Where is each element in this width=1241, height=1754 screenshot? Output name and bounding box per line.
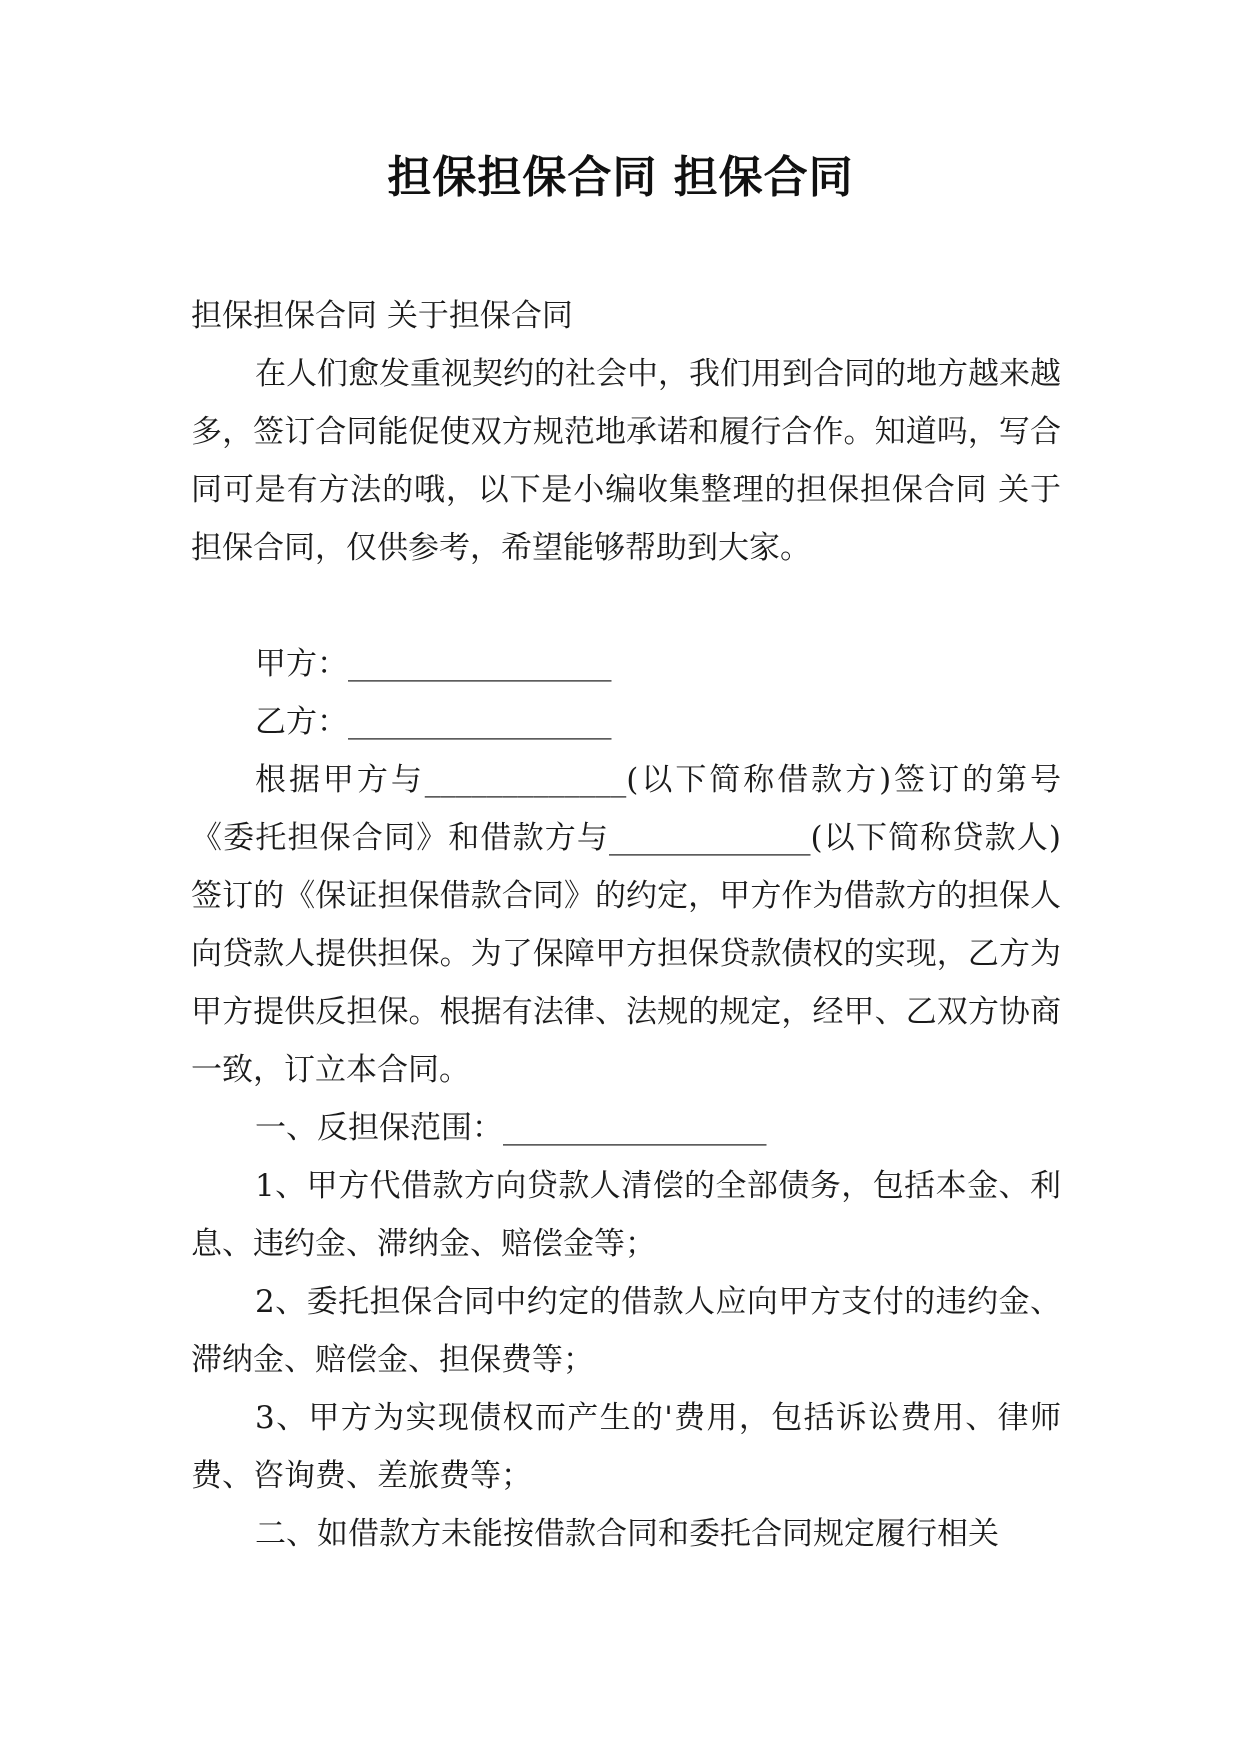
clause-item-1: 1、甲方代借款方向贷款人清偿的全部债务，包括本金、利息、违约金、滞纳金、赔偿金等； (191, 1168, 1061, 1262)
document-subtitle: 担保担保合同 关于担保合同 (191, 298, 573, 334)
section-2-start: 二、如借款方未能按借款合同和委托合同规定履行相关 (255, 1516, 999, 1552)
party-a-line: 甲方：_________________ (255, 646, 612, 682)
clause-item-2: 2、委托担保合同中约定的借款人应向甲方支付的违约金、滞纳金、赔偿金、担保费等； (191, 1284, 1061, 1378)
party-b-line: 乙方：_________________ (255, 704, 612, 740)
basis-paragraph: 根据甲方与_____________(以下简称借款方)签订的第号《委托担保合同》和借款方与_____________(以下简称贷款人)签订的《保证担保借款合同》的约定，甲方作为借款方的担保人向贷款人提供担保。为了保障甲方担保贷款债权的实现，乙方为甲方提供反担保。根据有法律、法规的规定，经甲、乙双方协商一致，订立本合同。 (191, 762, 1061, 1088)
document-title: 担保担保合同 担保合同 (387, 152, 854, 203)
paragraph-spacer (191, 577, 1061, 635)
clause-item-3: 3、甲方为实现债权而产生的'费用，包括诉讼费用、律师费、咨询费、差旅费等； (191, 1400, 1061, 1494)
document-body (191, 287, 1061, 1563)
intro-paragraph: 在人们愈发重视契约的社会中，我们用到合同的地方越来越多，签订合同能促使双方规范地承诺和履行合作。知道吗，写合同可是有方法的哦，以下是小编收集整理的担保担保合同 关于担保合同，仅供参考，希望能够帮助到大家。 (191, 356, 1061, 566)
section-1-heading: 一、反担保范围：_________________ (255, 1110, 767, 1146)
